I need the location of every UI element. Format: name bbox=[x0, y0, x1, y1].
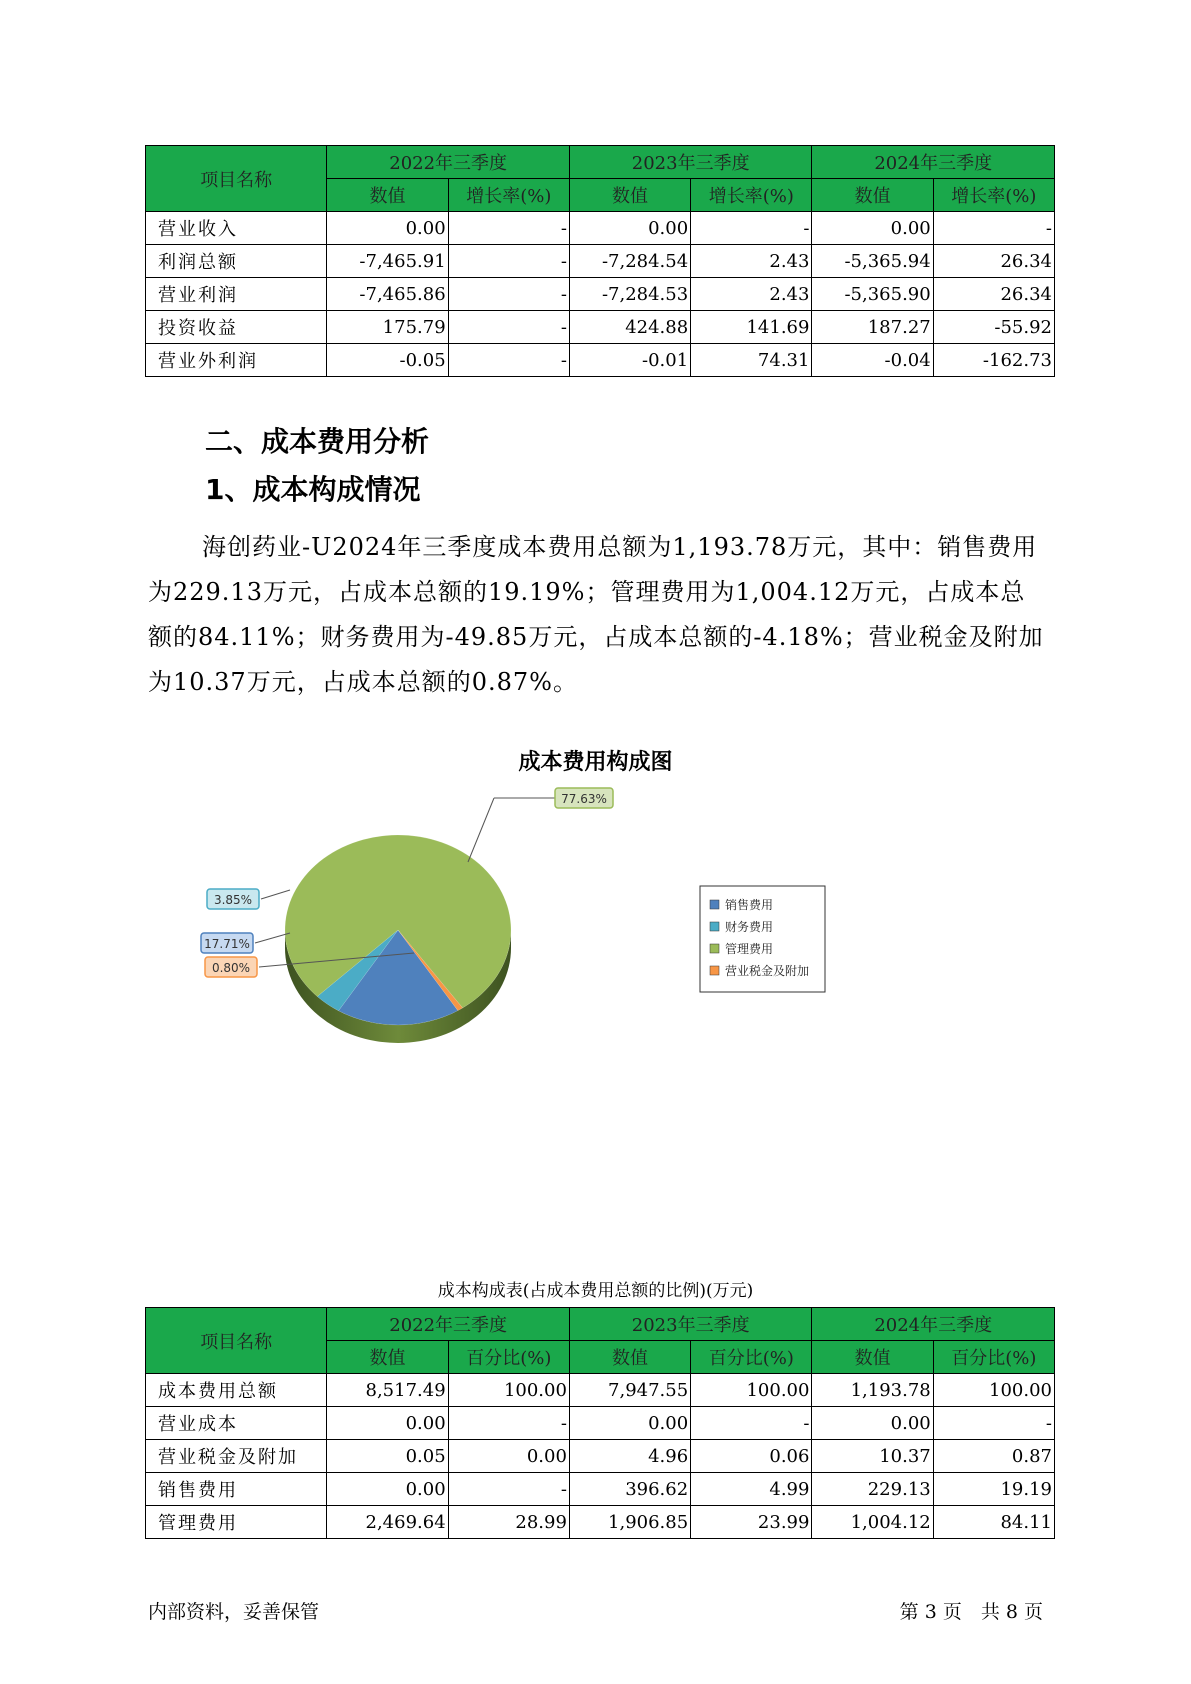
table-row bbox=[146, 1473, 1055, 1506]
table-cell: 0.00 bbox=[812, 1407, 933, 1440]
header-period: 2024年三季度 bbox=[812, 146, 1055, 179]
table-row bbox=[146, 1440, 1055, 1473]
table-cell: - bbox=[448, 278, 569, 311]
table-cell: 2.43 bbox=[691, 245, 812, 278]
analysis-paragraph: 海创药业-U2024年三季度成本费用总额为1,193.78万元，其中：销售费用为229.13万元，占成本总额的19.19%；管理费用为1,004.12万元，占成本总额的84.11%；财务费用为-49.85万元，占成本总额的-4.18%；营业税金及附加为10.37万元，占成本总额的0.87%。 bbox=[148, 533, 1044, 696]
data-label: 17.71% bbox=[204, 937, 250, 951]
legend-swatch bbox=[710, 900, 719, 909]
header-pct: 百分比(%) bbox=[691, 1341, 812, 1374]
table-cell: -7,284.54 bbox=[569, 245, 690, 278]
table-cell: 1,906.85 bbox=[569, 1506, 690, 1539]
table-row bbox=[146, 245, 1055, 278]
header-period: 2023年三季度 bbox=[569, 1308, 812, 1341]
row-label: 管理费用 bbox=[146, 1506, 327, 1539]
table-row bbox=[146, 278, 1055, 311]
footer-note: 内部资料，妥善保管 bbox=[148, 1601, 320, 1623]
table-cell: - bbox=[448, 1407, 569, 1440]
leader-line bbox=[261, 890, 290, 899]
legend-label: 财务费用 bbox=[725, 920, 774, 934]
table-cell: 26.34 bbox=[933, 245, 1054, 278]
leader-line bbox=[468, 798, 494, 862]
table-cell: 28.99 bbox=[448, 1506, 569, 1539]
header-period: 2024年三季度 bbox=[812, 1308, 1055, 1341]
table-cell: - bbox=[691, 1407, 812, 1440]
header-value: 数值 bbox=[569, 1341, 690, 1374]
table-cell: 0.87 bbox=[933, 1440, 1054, 1473]
table-cell: - bbox=[933, 1407, 1054, 1440]
header-period: 2023年三季度 bbox=[569, 146, 812, 179]
table-row bbox=[146, 1374, 1055, 1407]
table-cell: -55.92 bbox=[933, 311, 1054, 344]
table-cell: 4.99 bbox=[691, 1473, 812, 1506]
data-label: 77.63% bbox=[561, 792, 607, 806]
table-cell: 175.79 bbox=[327, 311, 448, 344]
table-cell: 0.00 bbox=[569, 212, 690, 245]
chart-title: 成本费用构成图 bbox=[518, 750, 673, 775]
sub-heading: 1、成本构成情况 bbox=[205, 473, 421, 506]
table-cell: -0.05 bbox=[327, 344, 448, 377]
table-cell: 74.31 bbox=[691, 344, 812, 377]
table-cell: 23.99 bbox=[691, 1506, 812, 1539]
table-row bbox=[146, 1506, 1055, 1539]
table-cell: 0.00 bbox=[812, 212, 933, 245]
header-item-name: 项目名称 bbox=[146, 1308, 327, 1374]
row-label: 销售费用 bbox=[146, 1473, 327, 1506]
table-cell: 141.69 bbox=[691, 311, 812, 344]
row-label: 营业外利润 bbox=[146, 344, 327, 377]
header-rate: 增长率(%) bbox=[691, 179, 812, 212]
table-cell: 187.27 bbox=[812, 311, 933, 344]
table-row bbox=[146, 212, 1055, 245]
table-cell: 26.34 bbox=[933, 278, 1054, 311]
table-cell: -0.04 bbox=[812, 344, 933, 377]
table-cell: 2.43 bbox=[691, 278, 812, 311]
table-cell: -162.73 bbox=[933, 344, 1054, 377]
table-cell: 0.00 bbox=[327, 1473, 448, 1506]
header-value: 数值 bbox=[812, 179, 933, 212]
page-number: 第 3 页 共 8 页 bbox=[899, 1601, 1043, 1623]
profit-table bbox=[145, 145, 1055, 377]
table-cell: -7,284.53 bbox=[569, 278, 690, 311]
row-label: 成本费用总额 bbox=[146, 1374, 327, 1407]
cost-pie-chart bbox=[0, 792, 1191, 1120]
header-pct: 百分比(%) bbox=[448, 1341, 569, 1374]
table-cell: - bbox=[933, 212, 1054, 245]
table-cell: 4.96 bbox=[569, 1440, 690, 1473]
data-label: 3.85% bbox=[213, 893, 253, 907]
row-label: 营业利润 bbox=[146, 278, 327, 311]
table-cell: -5,365.94 bbox=[812, 245, 933, 278]
table-cell: 84.11 bbox=[933, 1506, 1054, 1539]
header-value: 数值 bbox=[327, 1341, 448, 1374]
row-label: 投资收益 bbox=[146, 311, 327, 344]
table-cell: 100.00 bbox=[691, 1374, 812, 1407]
row-label: 利润总额 bbox=[146, 245, 327, 278]
legend-swatch bbox=[710, 966, 719, 975]
header-rate: 增长率(%) bbox=[448, 179, 569, 212]
table-caption: 成本构成表(占成本费用总额的比例)(万元) bbox=[437, 1281, 754, 1301]
header-pct: 百分比(%) bbox=[933, 1341, 1054, 1374]
table-cell: - bbox=[448, 1473, 569, 1506]
table-cell: 229.13 bbox=[812, 1473, 933, 1506]
table-cell: 19.19 bbox=[933, 1473, 1054, 1506]
section-heading: 二、成本费用分析 bbox=[205, 425, 430, 458]
table-cell: - bbox=[448, 212, 569, 245]
table-cell: -7,465.91 bbox=[327, 245, 448, 278]
header-item-name: 项目名称 bbox=[146, 146, 327, 212]
table-cell: 1,004.12 bbox=[812, 1506, 933, 1539]
table-cell: 100.00 bbox=[933, 1374, 1054, 1407]
table-cell: - bbox=[448, 311, 569, 344]
table-cell: 2,469.64 bbox=[327, 1506, 448, 1539]
table-cell: 424.88 bbox=[569, 311, 690, 344]
table-cell: - bbox=[448, 344, 569, 377]
table-cell: 0.06 bbox=[691, 1440, 812, 1473]
table-cell: 100.00 bbox=[448, 1374, 569, 1407]
table-cell: 0.00 bbox=[327, 212, 448, 245]
header-value: 数值 bbox=[812, 1341, 933, 1374]
header-rate: 增长率(%) bbox=[933, 179, 1054, 212]
legend-label: 营业税金及附加 bbox=[725, 964, 810, 978]
table-cell: 0.05 bbox=[327, 1440, 448, 1473]
legend-label: 销售费用 bbox=[725, 898, 774, 912]
table-cell: 7,947.55 bbox=[569, 1374, 690, 1407]
header-period: 2022年三季度 bbox=[327, 146, 570, 179]
chart-legend bbox=[700, 886, 825, 992]
table-cell: 10.37 bbox=[812, 1440, 933, 1473]
table-row bbox=[146, 311, 1055, 344]
table-cell: 0.00 bbox=[448, 1440, 569, 1473]
table-cell: -5,365.90 bbox=[812, 278, 933, 311]
table-cell: -0.01 bbox=[569, 344, 690, 377]
table-cell: - bbox=[691, 212, 812, 245]
legend-swatch bbox=[710, 944, 719, 953]
row-label: 营业收入 bbox=[146, 212, 327, 245]
row-label: 营业税金及附加 bbox=[146, 1440, 327, 1473]
table-row bbox=[146, 1407, 1055, 1440]
table-cell: 0.00 bbox=[327, 1407, 448, 1440]
cost-table bbox=[145, 1307, 1055, 1539]
row-label: 营业成本 bbox=[146, 1407, 327, 1440]
table-cell: 8,517.49 bbox=[327, 1374, 448, 1407]
legend-swatch bbox=[710, 922, 719, 931]
data-label: 0.80% bbox=[211, 961, 251, 975]
header-value: 数值 bbox=[327, 179, 448, 212]
legend-label: 管理费用 bbox=[725, 942, 774, 956]
leader-line bbox=[255, 933, 290, 943]
table-cell: 1,193.78 bbox=[812, 1374, 933, 1407]
header-value: 数值 bbox=[569, 179, 690, 212]
table-cell: -7,465.86 bbox=[327, 278, 448, 311]
table-cell: 0.00 bbox=[569, 1407, 690, 1440]
table-row bbox=[146, 344, 1055, 377]
table-cell: - bbox=[448, 245, 569, 278]
header-period: 2022年三季度 bbox=[327, 1308, 570, 1341]
table-cell: 396.62 bbox=[569, 1473, 690, 1506]
